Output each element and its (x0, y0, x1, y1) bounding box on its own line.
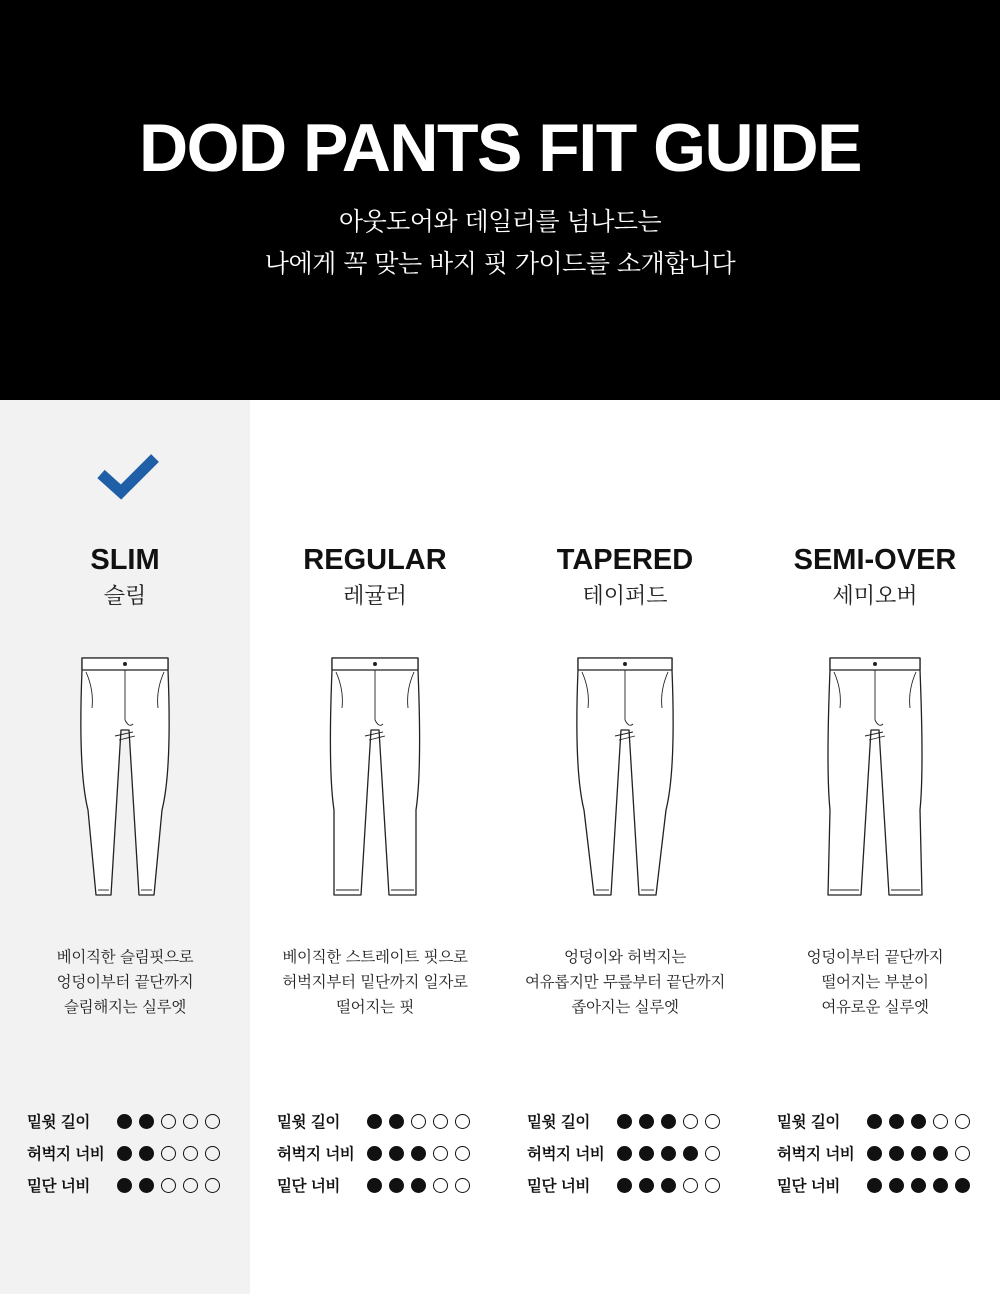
rating-dot-empty (683, 1178, 698, 1193)
rating-dots (617, 1114, 727, 1130)
rating-dot-filled (867, 1178, 882, 1193)
description-line: 허벅지부터 밑단까지 일자로 (282, 973, 468, 991)
rating-dots (367, 1146, 477, 1162)
rating-label: 허벅지 너비 (27, 1145, 105, 1163)
rating-dot-empty (455, 1146, 470, 1161)
fit-name-korean: 레귤러 (343, 584, 407, 609)
description-line: 여유롭지만 무릎부터 끝단까지 (524, 973, 725, 991)
rating-dot-filled (911, 1146, 926, 1161)
rating-dots (117, 1114, 227, 1130)
rating-dot-empty (161, 1114, 176, 1129)
rating-dots (617, 1146, 727, 1162)
pants-illustration (70, 650, 180, 910)
rating-label: 허벅지 너비 (777, 1145, 855, 1163)
rating-dot-empty (205, 1146, 220, 1161)
rating-row (277, 1174, 477, 1198)
rating-dot-empty (933, 1114, 948, 1129)
fit-name-korean: 세미오버 (832, 584, 918, 609)
rating-dot-empty (683, 1114, 698, 1129)
rating-label: 밑단 너비 (277, 1177, 340, 1195)
pants-illustration (570, 650, 680, 910)
rating-dots (867, 1114, 977, 1130)
fit-name-korean: 테이퍼드 (582, 584, 668, 609)
description-line: 엉덩이부터 끝단까지 (56, 973, 194, 991)
rating-label: 밑윗 길이 (277, 1113, 340, 1131)
rating-dot-filled (683, 1146, 698, 1161)
rating-dot-filled (661, 1178, 676, 1193)
rating-dots (617, 1178, 727, 1194)
rating-dot-empty (205, 1178, 220, 1193)
rating-row (277, 1110, 477, 1134)
fit-description (0, 945, 250, 1020)
rating-dot-filled (411, 1146, 426, 1161)
rating-dot-empty (161, 1146, 176, 1161)
rating-row (527, 1174, 727, 1198)
rating-dot-filled (933, 1178, 948, 1193)
fit-column-tapered (500, 400, 750, 1294)
rating-dot-filled (617, 1178, 632, 1193)
description-line: 떨어지는 핏 (336, 998, 414, 1016)
rating-dot-filled (117, 1178, 132, 1193)
rating-dot-empty (433, 1178, 448, 1193)
rating-dot-filled (911, 1114, 926, 1129)
fit-name-korean: 슬림 (103, 584, 147, 609)
rating-dot-filled (889, 1114, 904, 1129)
rating-dot-filled (389, 1178, 404, 1193)
rating-dot-filled (389, 1114, 404, 1129)
rating-dot-filled (661, 1146, 676, 1161)
rating-row (527, 1142, 727, 1166)
rating-label: 밑단 너비 (777, 1177, 840, 1195)
rating-row (527, 1110, 727, 1134)
rating-dot-filled (617, 1146, 632, 1161)
subtitle-line-1: 아웃도어와 데일리를 넘나드는 (338, 207, 662, 236)
rating-dot-filled (867, 1146, 882, 1161)
rating-dot-empty (455, 1178, 470, 1193)
rating-dot-filled (955, 1178, 970, 1193)
rating-dot-empty (955, 1114, 970, 1129)
rating-dot-filled (639, 1178, 654, 1193)
rating-label: 밑윗 길이 (777, 1113, 840, 1131)
fit-column-semi-over (750, 400, 1000, 1294)
rating-row (27, 1110, 227, 1134)
rating-dot-empty (705, 1146, 720, 1161)
description-line: 떨어지는 부분이 (821, 973, 929, 991)
rating-row (27, 1174, 227, 1198)
rating-dot-filled (411, 1178, 426, 1193)
rating-dot-empty (455, 1114, 470, 1129)
description-line: 여유로운 실루엣 (821, 998, 929, 1016)
rating-dots (867, 1146, 977, 1162)
rating-row (27, 1142, 227, 1166)
rating-dot-empty (183, 1146, 198, 1161)
header-banner (0, 0, 1000, 400)
rating-dot-filled (639, 1114, 654, 1129)
rating-label: 허벅지 너비 (277, 1145, 355, 1163)
rating-dot-empty (411, 1114, 426, 1129)
rating-dots (117, 1178, 227, 1194)
rating-row (777, 1142, 977, 1166)
fit-description (250, 945, 500, 1020)
description-line: 베이직한 스트레이트 핏으로 (282, 948, 468, 966)
rating-dot-filled (139, 1146, 154, 1161)
rating-dot-empty (955, 1146, 970, 1161)
rating-label: 밑단 너비 (27, 1177, 90, 1195)
rating-dots (867, 1178, 977, 1194)
pants-illustration (820, 650, 930, 910)
rating-dot-filled (933, 1146, 948, 1161)
rating-dot-filled (117, 1146, 132, 1161)
fit-name: REGULAR (303, 544, 447, 576)
rating-dots (367, 1178, 477, 1194)
rating-dot-filled (367, 1114, 382, 1129)
rating-dot-empty (705, 1114, 720, 1129)
rating-dot-empty (183, 1178, 198, 1193)
rating-dot-filled (639, 1146, 654, 1161)
description-line: 슬림해지는 실루엣 (63, 998, 186, 1016)
pants-illustration (320, 650, 430, 910)
rating-dot-filled (139, 1114, 154, 1129)
subtitle-line-2: 나에게 꼭 맞는 바지 핏 가이드를 소개합니다 (264, 249, 736, 278)
rating-dot-filled (661, 1114, 676, 1129)
rating-dot-filled (617, 1114, 632, 1129)
rating-label: 밑윗 길이 (27, 1113, 90, 1131)
rating-dot-empty (183, 1114, 198, 1129)
page-title: DOD PANTS FIT GUIDE (138, 110, 862, 186)
fit-column-regular (250, 400, 500, 1294)
rating-dot-empty (433, 1146, 448, 1161)
fit-name: TAPERED (556, 544, 694, 576)
rating-label: 허벅지 너비 (527, 1145, 605, 1163)
rating-row (777, 1174, 977, 1198)
rating-dots (367, 1114, 477, 1130)
description-line: 베이직한 슬림핏으로 (56, 948, 194, 966)
rating-label: 밑윗 길이 (527, 1113, 590, 1131)
description-line: 좁아지는 실루엣 (571, 998, 679, 1016)
rating-dot-filled (389, 1146, 404, 1161)
fit-column-slim (0, 400, 250, 1294)
rating-dot-filled (367, 1178, 382, 1193)
rating-dot-filled (889, 1146, 904, 1161)
rating-dot-filled (911, 1178, 926, 1193)
rating-dot-filled (889, 1178, 904, 1193)
description-line: 엉덩이부터 끝단까지 (806, 948, 944, 966)
rating-dot-empty (161, 1178, 176, 1193)
rating-dot-filled (867, 1114, 882, 1129)
rating-dot-filled (367, 1146, 382, 1161)
rating-row (277, 1142, 477, 1166)
rating-dot-empty (205, 1114, 220, 1129)
rating-row (777, 1110, 977, 1134)
rating-dots (117, 1146, 227, 1162)
description-line: 엉덩이와 허벅지는 (563, 948, 686, 966)
rating-dot-empty (433, 1114, 448, 1129)
rating-label: 밑단 너비 (527, 1177, 590, 1195)
rating-dot-empty (705, 1178, 720, 1193)
fit-description (750, 945, 1000, 1020)
fit-name: SEMI-OVER (793, 544, 957, 576)
fit-description (500, 945, 750, 1020)
rating-dot-filled (139, 1178, 154, 1193)
rating-dot-filled (117, 1114, 132, 1129)
fit-name: SLIM (90, 544, 160, 576)
